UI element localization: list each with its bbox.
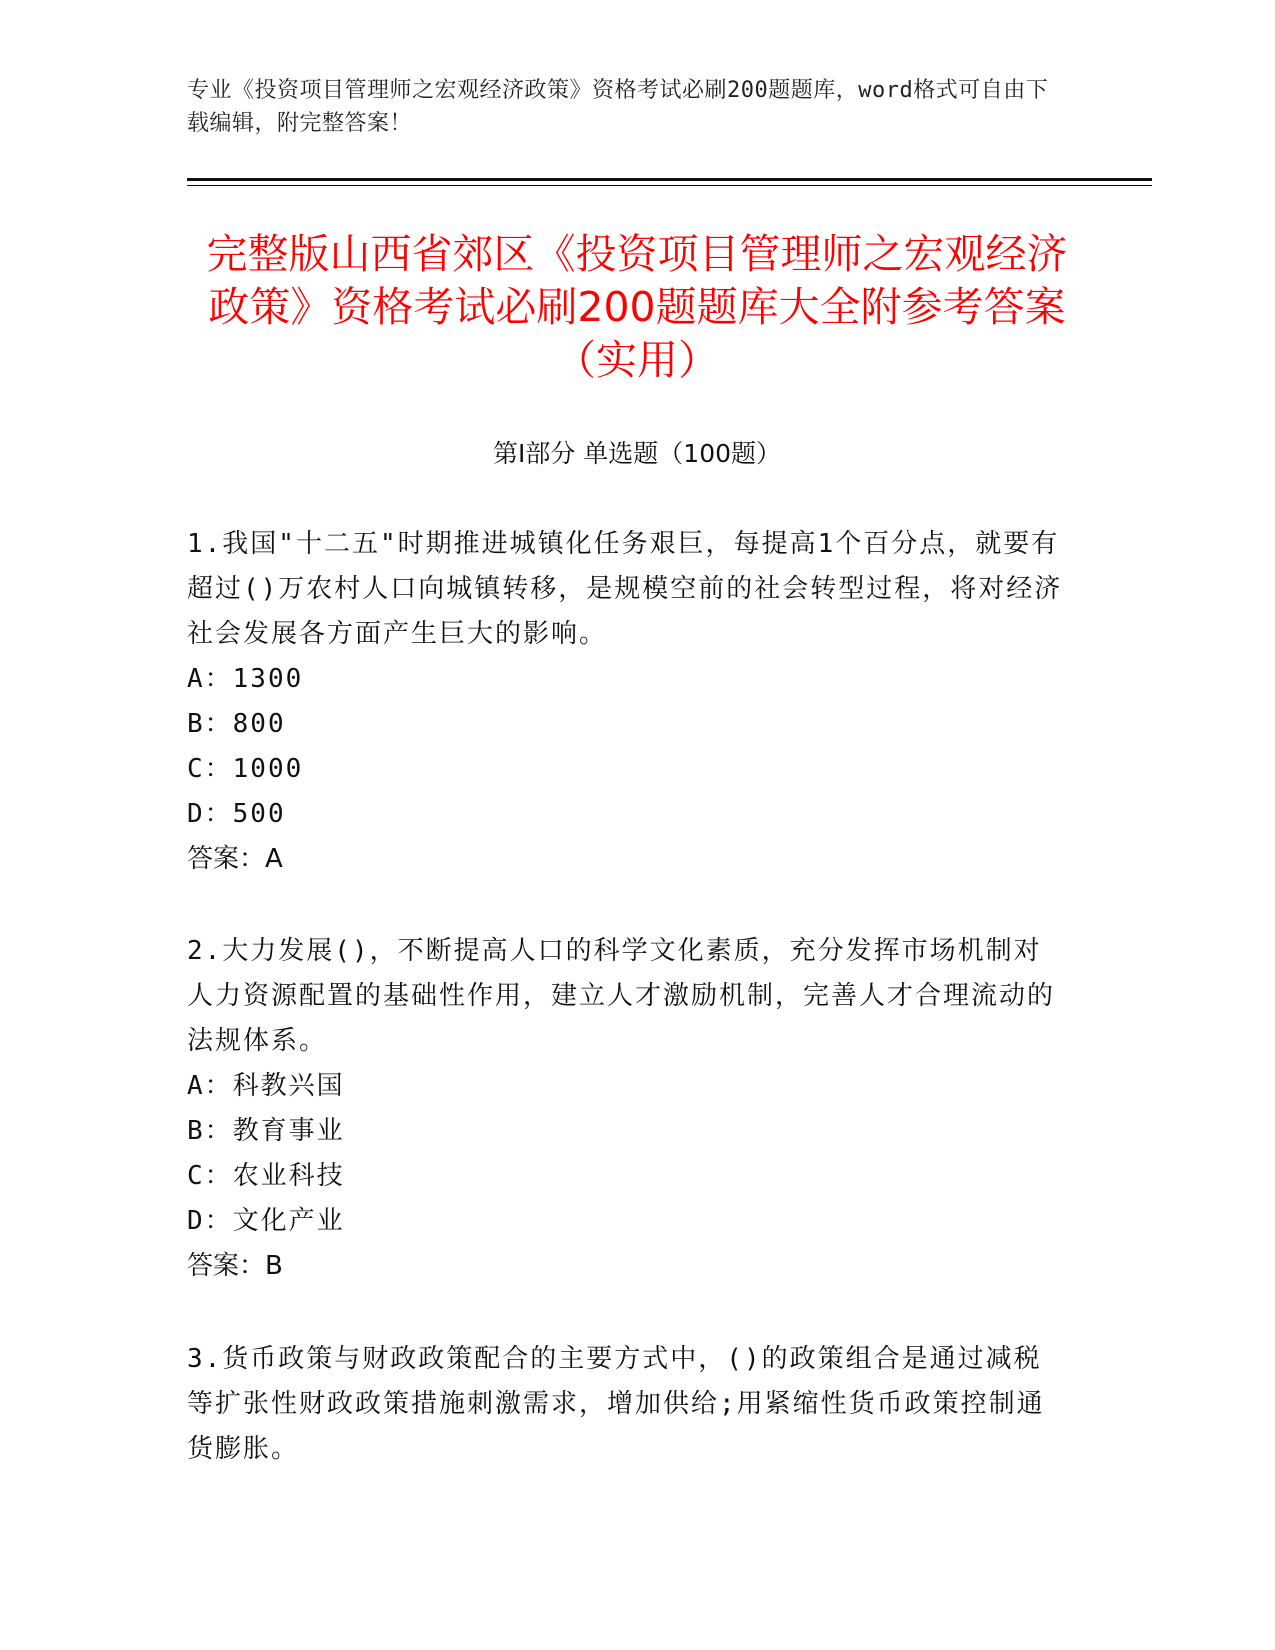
question-3: [187, 1337, 1067, 1472]
header-note: 专业《投资项目管理师之宏观经济政策》资格考试必刷200题题库，word格式可自由下载编辑，附完整答案！: [187, 78, 1049, 136]
question-stem: 1.我国"十二五"时期推进城镇化任务艰巨，每提高1个百分点，就要有超过()万农村人口向城镇转移，是规模空前的社会转型过程，将对经济社会发展各方面产生巨大的影响。: [187, 529, 1063, 649]
option-a: A：科教兴国: [187, 1071, 345, 1101]
question-1: [187, 522, 1067, 882]
option-c: C：农业科技: [187, 1161, 345, 1191]
option-a: A：1300: [187, 664, 304, 694]
option-b: B：800: [187, 709, 286, 739]
question-stem: 3.货币政策与财政政策配合的主要方式中，()的政策组合是通过减税等扩张性财政政策措施刺激需求，增加供给;用紧缩性货币政策控制通货膨胀。: [187, 1344, 1045, 1464]
section-heading: 第I部分 单选题（100题）: [492, 439, 782, 468]
option-d: D：文化产业: [187, 1206, 345, 1236]
answer-line: 答案：B: [187, 1251, 283, 1281]
question-stem: 2.大力发展()，不断提高人口的科学文化素质，充分发挥市场机制对人力资源配置的基础性作用，建立人才激励机制，完善人才合理流动的法规体系。: [187, 936, 1056, 1056]
option-c: C：1000: [187, 754, 304, 784]
header-divider-thin: [187, 185, 1152, 186]
header-divider-thick: [187, 178, 1152, 181]
answer-line: 答案：A: [187, 844, 283, 874]
option-b: B：教育事业: [187, 1116, 345, 1146]
question-2: [187, 929, 1067, 1289]
document-title: 完整版山西省郊区《投资项目管理师之宏观经济政策》资格考试必刷200题题库大全附参考答案（实用）: [206, 230, 1068, 384]
option-d: D：500: [187, 799, 286, 829]
